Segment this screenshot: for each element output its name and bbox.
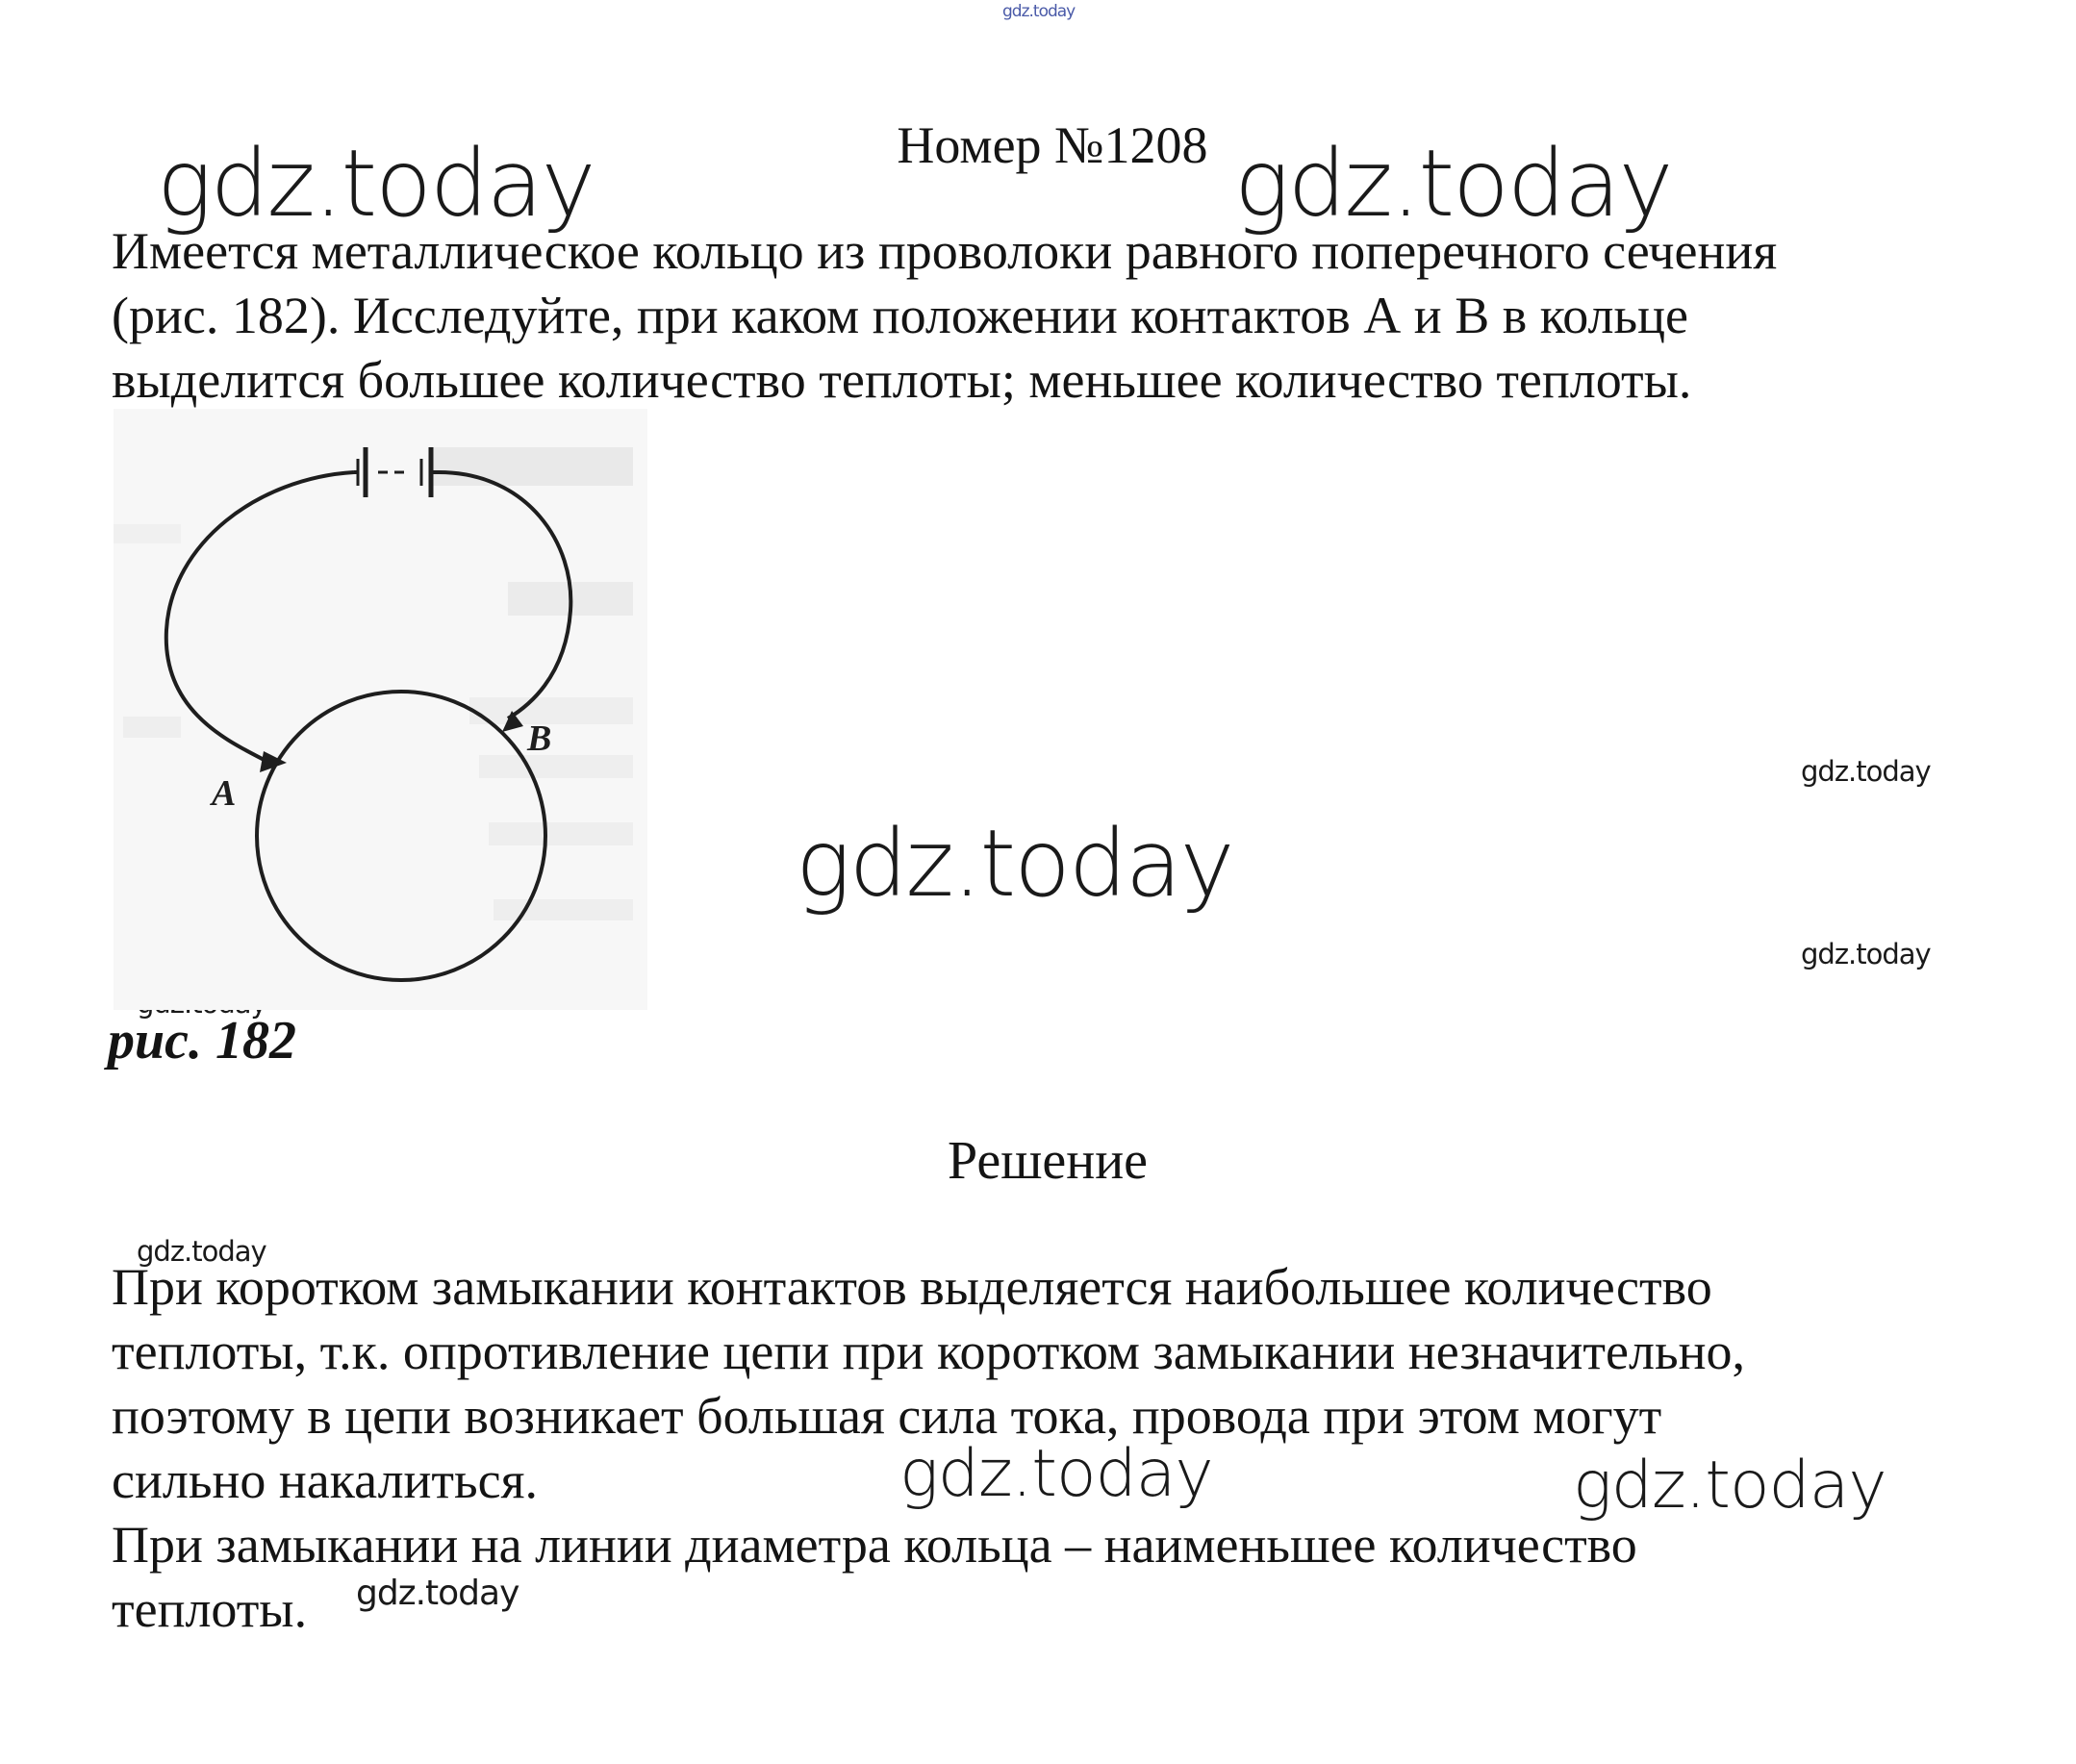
solution-line: При замыкании на линии диаметра кольца – наименьшее количество: [112, 1516, 1637, 1574]
watermark-large: gdz.today: [157, 130, 595, 238]
watermark-large: gdz.today: [1234, 130, 1672, 238]
solution-line: теплоты, т.к. опротивление цепи при коротком замыкании незначительно,: [112, 1323, 1745, 1380]
problem-title: Номер №1208: [897, 116, 1208, 174]
watermark-small: gdz.today: [356, 1574, 519, 1613]
problem-line: Имеется металлическое кольцо из проволоки равного поперечного сечения: [112, 222, 1778, 280]
solution-line: поэтому в цепи возникает большая сила тока, провода при этом могут: [112, 1387, 1662, 1445]
solution-text: [112, 1255, 2055, 1642]
contact-label-b: B: [527, 718, 552, 759]
watermark-medium: gdz.today: [899, 1436, 1213, 1512]
problem-line: (рис. 182). Исследуйте, при каком положении контактов А и В в кольце: [112, 287, 1688, 344]
watermark-small: gdz.today: [1801, 938, 1931, 970]
problem-line: выделится большее количество теплоты; меньшее количество теплоты.: [112, 351, 1692, 409]
contact-label-a: A: [212, 773, 237, 814]
circuit-figure: [114, 409, 647, 1010]
problem-text: [112, 219, 2055, 413]
watermark-medium: gdz.today: [1573, 1448, 1886, 1524]
watermark-small: gdz.today: [137, 1235, 266, 1268]
watermark-small: gdz.today: [1801, 755, 1931, 788]
solution-line: сильно накалиться.: [112, 1451, 538, 1509]
solution-title: Решение: [947, 1131, 1149, 1191]
watermark-top: gdz.today: [1002, 2, 1076, 21]
figure-caption: рис. 182: [108, 1011, 296, 1071]
watermark-large: gdz.today: [796, 810, 1233, 918]
solution-line: При коротком замыкании контактов выделяется наибольшее количество: [112, 1258, 1712, 1316]
solution-line: теплоты.: [112, 1580, 308, 1638]
